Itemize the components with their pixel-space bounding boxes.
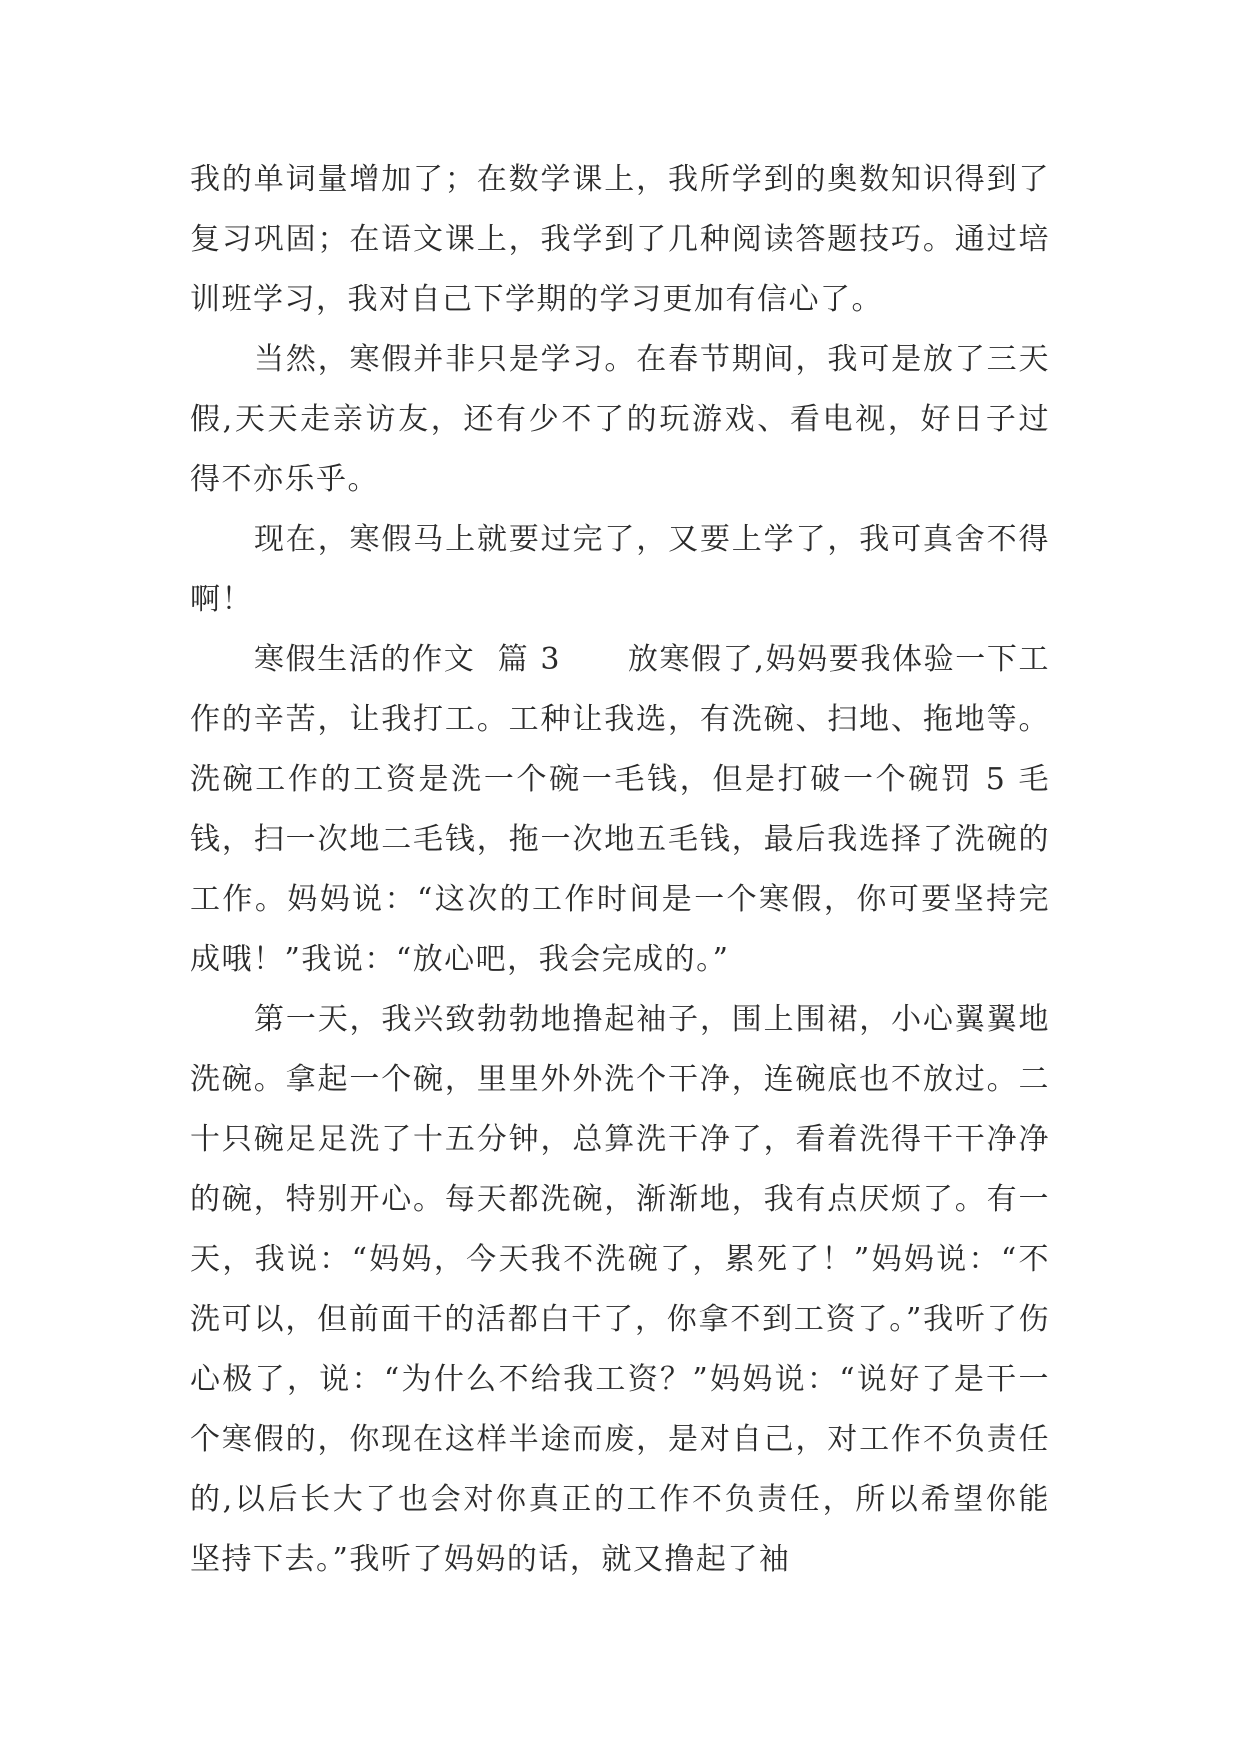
paragraph-4: 寒假生活的作文 篇 3 放寒假了,妈妈要我体验一下工作的辛苦，让我打工。工种让我选，有洗碗、扫地、拖地等。洗碗工作的工资是洗一个碗一毛钱，但是打破一个碗罚 5 毛钱，扫一次地二毛钱，拖一次地五毛钱，最后我选择了洗碗的工作。妈妈说：“这次的工作时间是一个寒假，你可要坚持完成哦！”我说：“放心吧，我会完成的。” — [190, 642, 1050, 977]
paragraph-3: 现在，寒假马上就要过完了，又要上学了，我可真舍不得啊！ — [190, 522, 1050, 617]
paragraph-2: 当然，寒假并非只是学习。在春节期间，我可是放了三天假,天天走亲访友，还有少不了的玩游戏、看电视，好日子过得不亦乐乎。 — [190, 342, 1050, 497]
document-body — [190, 150, 1050, 1590]
paragraph-5: 第一天，我兴致勃勃地撸起袖子，围上围裙，小心翼翼地洗碗。拿起一个碗，里里外外洗个干净，连碗底也不放过。二十只碗足足洗了十五分钟，总算洗干净了，看着洗得干干净净的碗，特别开心。每天都洗碗，渐渐地，我有点厌烦了。有一天，我说：“妈妈，今天我不洗碗了，累死了！”妈妈说：“不洗可以，但前面干的活都白干了，你拿不到工资了。”我听了伤心极了，说：“为什么不给我工资？”妈妈说：“说好了是干一个寒假的，你现在这样半途而废，是对自己，对工作不负责任的,以后长大了也会对你真正的工作不负责任，所以希望你能坚持下去。”我听了妈妈的话，就又撸起了袖 — [190, 1002, 1050, 1577]
paragraph-1: 我的单词量增加了；在数学课上，我所学到的奥数知识得到了复习巩固；在语文课上，我学到了几种阅读答题技巧。通过培训班学习，我对自己下学期的学习更加有信心了。 — [190, 162, 1050, 317]
